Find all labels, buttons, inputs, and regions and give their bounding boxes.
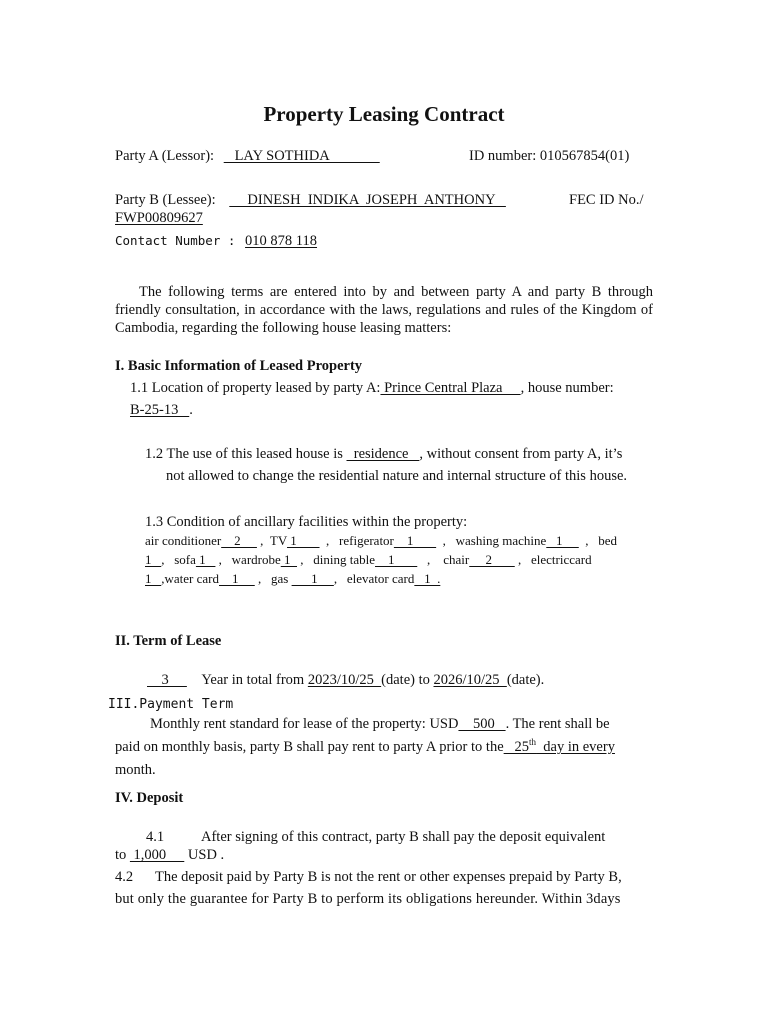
p12-row2: not allowed to change the residential nature and internal structure of this house. (166, 468, 628, 484)
rent-value: 500 (458, 716, 506, 732)
facilities-row-2: 1 , sofa 1 , wardrobe 1 , dining table 1 , chair 2 , electriccard (145, 552, 592, 567)
elevator-value: 1 . (414, 571, 441, 586)
party-b-name: DINESH INDIKA JOSEPH ANTHONY (229, 192, 506, 208)
contact-label: Contact Number : (115, 233, 236, 248)
p41-row2 (115, 846, 224, 864)
p11-text: 1.1 Location of property leased by party A: (130, 380, 381, 396)
bed-value: 1 (145, 552, 162, 567)
contact-row (115, 232, 317, 250)
section-4-heading: IV. Deposit (115, 790, 184, 806)
gas-value: 1 (291, 571, 334, 586)
p11-row (130, 379, 614, 397)
p11-end: . (189, 402, 193, 418)
payment-day (504, 739, 536, 755)
p11-text-b: , house number: (520, 380, 614, 396)
payment-text-1a: Monthly rent standard for lease of the property: USD (150, 716, 459, 732)
party-b-row (115, 191, 506, 209)
washer-value: 1 (546, 533, 579, 548)
payment-line-1 (150, 715, 610, 733)
chair-value: 2 (469, 552, 515, 567)
p41-text: After signing of this contract, party B shall pay the deposit equivalent (201, 829, 606, 845)
party-a-row (115, 147, 380, 165)
section-2-heading: II. Term of Lease (115, 633, 222, 649)
elevator-label: elevator card (346, 571, 415, 586)
deposit-currency: USD . (187, 847, 225, 863)
p12-row (145, 445, 622, 463)
gas-label: gas (271, 571, 289, 586)
party-a-name: LAY SOTHIDA (223, 148, 380, 164)
payment-text-2b: day in every (536, 739, 615, 755)
deposit-amount: 1,000 (129, 847, 185, 863)
fridge-value: 1 (393, 533, 437, 548)
term-row (147, 671, 544, 689)
p42-text-1: The deposit paid by Party B is not the rent or other expenses prepaid by Party B, (155, 869, 622, 885)
term-from: 2023/10/25 (307, 672, 382, 688)
wardrobe-value: 1 (280, 552, 298, 567)
term-years: 3 (147, 672, 187, 688)
p42-num: 4.2 (115, 869, 134, 885)
electric-label: electriccard (531, 552, 592, 567)
p11-location: Prince Central Plaza (380, 380, 521, 396)
contact-value: 010 878 118 (245, 233, 318, 249)
p11-row2 (130, 401, 193, 419)
payment-day-number: 25 (503, 739, 530, 755)
washer-label: washing machine (455, 533, 547, 548)
document-title: Property Leasing Contract (263, 102, 505, 126)
p11-house: B-25-13 (130, 402, 190, 418)
tv-value: 1 (287, 533, 320, 548)
tv-label: TV (269, 533, 288, 548)
fec-id-value: FWP00809627 (115, 210, 203, 226)
term-text-b: (date) to (381, 672, 430, 688)
payment-line-3: month. (115, 762, 156, 778)
bed-label: bed (598, 533, 618, 548)
term-to: 2026/10/25 (433, 672, 507, 688)
electric-value: 1 (145, 571, 162, 586)
chair-label: chair (443, 552, 470, 567)
dining-label: dining table (313, 552, 376, 567)
air-label: air conditioner (145, 533, 222, 548)
water-value: 1 (219, 571, 255, 586)
payment-text-2a: paid on monthly basis, party B shall pay rent to party A prior to the (115, 739, 504, 755)
p13-heading: 1.3 Condition of ancillary facilities within the property: (145, 514, 468, 530)
intro-paragraph: The following terms are entered into by and between party A and party B through friendly consultation, in accordance with the laws, regulations and rules of the Kingdom of Cambodia, regarding the following house leasing matters: (115, 284, 653, 336)
water-label: water card (164, 571, 219, 586)
payment-day-suffix: th (529, 737, 537, 748)
dining-value: 1 (375, 552, 418, 567)
facilities-row-1: air conditioner 2 , TV 1 , refigerator 1 , washing machine 1 , bed (145, 533, 618, 548)
party-b-fec-id (115, 209, 203, 227)
wardrobe-label: wardrobe (231, 552, 281, 567)
p12-text-b: , without consent from party A, it’s (419, 446, 623, 462)
p41-to: to (115, 847, 127, 863)
payment-line-2 (115, 738, 615, 756)
p12-text: 1.2 The use of this leased house is (145, 446, 347, 462)
p12-use: residence (346, 446, 420, 462)
fridge-label: refigerator (339, 533, 394, 548)
section-1-heading: I. Basic Information of Leased Property (115, 358, 363, 374)
p41-num: 4.1 (146, 829, 165, 845)
p42-text-2: but only the guarantee for Party B to perform its obligations hereunder. Within 3days (115, 891, 621, 907)
party-b-fec-label: FEC ID No./ (569, 192, 644, 208)
facilities-row-3: 1 ,water card 1 , gas 1 , elevator card 1 . (145, 571, 441, 586)
payment-text-1b: . The rent shall be (505, 716, 610, 732)
party-a-label: Party A (Lessor): (115, 148, 215, 164)
term-text-c: (date). (506, 672, 545, 688)
sofa-value: 1 (195, 552, 216, 567)
party-b-label: Party B (Lessee): (115, 192, 216, 208)
air-value: 2 (221, 533, 257, 548)
section-3-heading: III.Payment Term (108, 697, 234, 712)
party-a-id: ID number: 010567854(01) (469, 148, 630, 164)
sofa-label: sofa (174, 552, 196, 567)
term-text-a: Year in total from (201, 672, 305, 688)
